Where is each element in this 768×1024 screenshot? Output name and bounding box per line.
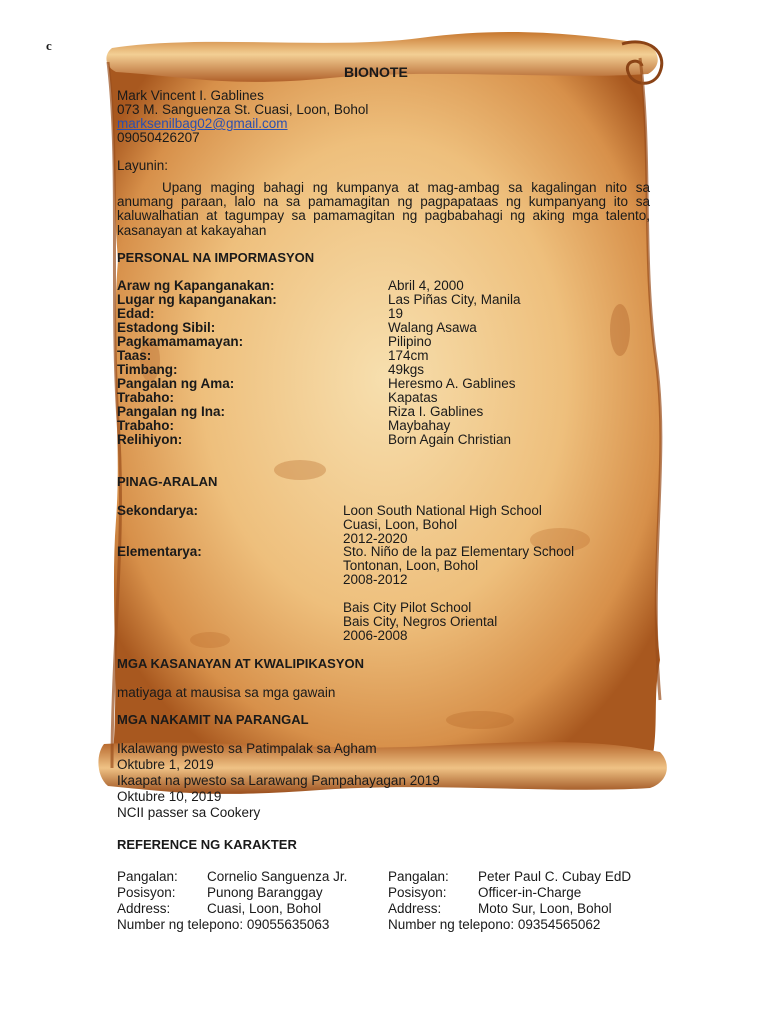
objective-paragraph: Upang maging bahagi ng kumpanya at mag-ambag sa kagalingan nito sa anumang paraan, lalo na sa pamamagitan ng pagpapataas ng kumpanyang ito sa kaluwalhatian at tagumpay sa pamamagitan ng pagbabahagi ng aking mga talento, kasanayan at kakayahan <box>117 180 650 238</box>
contact-address: 073 M. Sanguenza St. Cuasi, Loon, Bohol <box>117 102 369 117</box>
ref-left-name-label: Pangalan: <box>117 869 178 884</box>
award-line: NCII passer sa Cookery <box>117 805 261 820</box>
references-heading: REFERENCE NG KARAKTER <box>117 837 297 852</box>
award-line: Ikaapat na pwesto sa Larawang Pampahayagan 2019 <box>117 773 440 788</box>
personal-label: Relihiyon: <box>117 432 183 447</box>
personal-value: 19 <box>388 306 404 321</box>
personal-value: Pilipino <box>388 334 432 349</box>
ref-left-name: Cornelio Sanguenza Jr. <box>207 869 348 884</box>
elementary-label: Elementarya: <box>117 544 202 559</box>
secondary-location: Cuasi, Loon, Bohol <box>343 517 458 532</box>
ref-left-address-label: Address: <box>117 901 171 916</box>
personal-label: Pangalan ng Ama: <box>117 376 235 391</box>
personal-label: Pangalan ng Ina: <box>117 404 226 419</box>
ref-right-address: Moto Sur, Loon, Bohol <box>478 901 612 916</box>
personal-value: Walang Asawa <box>388 320 477 335</box>
award-line: Ikalawang pwesto sa Patimpalak sa Agham <box>117 741 377 756</box>
awards-heading: MGA NAKAMIT NA PARANGAL <box>117 712 309 727</box>
ref-left-phone: Number ng telepono: 09055635063 <box>117 917 330 932</box>
page-title: BIONOTE <box>344 64 408 80</box>
secondary-school: Loon South National High School <box>343 503 542 518</box>
personal-label: Lugar ng kapanganakan: <box>117 292 277 307</box>
personal-label: Araw ng Kapanganakan: <box>117 278 275 293</box>
ref-left-address: Cuasi, Loon, Bohol <box>207 901 322 916</box>
elementary-location: Tontonan, Loon, Bohol <box>343 558 479 573</box>
skills-heading: MGA KASANAYAN AT KWALIPIKASYON <box>117 656 365 671</box>
personal-label: Taas: <box>117 348 152 363</box>
personal-label: Trabaho: <box>117 390 175 405</box>
personal-value: 49kgs <box>388 362 425 377</box>
personal-value: Maybahay <box>388 418 451 433</box>
personal-value: Kapatas <box>388 390 438 405</box>
personal-label: Edad: <box>117 306 155 321</box>
contact-phone: 09050426207 <box>117 130 200 145</box>
ref-left-position-label: Posisyon: <box>117 885 176 900</box>
personal-label: Estadong Sibil: <box>117 320 216 335</box>
ref-right-position-label: Posisyon: <box>388 885 447 900</box>
personal-label: Pagkamamamayan: <box>117 334 244 349</box>
award-line: Oktubre 10, 2019 <box>117 789 222 804</box>
contact-email-link[interactable]: marksenilbag02@gmail.com <box>117 116 288 131</box>
personal-value: Las Piñas City, Manila <box>388 292 521 307</box>
personal-value: Riza I. Gablines <box>388 404 484 419</box>
personal-value: 174cm <box>388 348 429 363</box>
contact-name: Mark Vincent I. Gablines <box>117 88 264 103</box>
corner-mark: c <box>46 38 52 53</box>
elementary-years: 2006-2008 <box>343 628 408 643</box>
ref-right-name: Peter Paul C. Cubay EdD <box>478 869 632 884</box>
ref-right-name-label: Pangalan: <box>388 869 449 884</box>
personal-info-heading: PERSONAL NA IMPORMASYON <box>117 250 315 265</box>
secondary-label: Sekondarya: <box>117 503 199 518</box>
secondary-years: 2012-2020 <box>343 531 408 546</box>
elementary-school: Bais City Pilot School <box>343 600 472 615</box>
objective-label: Layunin: <box>117 158 169 173</box>
personal-label: Trabaho: <box>117 418 175 433</box>
ref-right-address-label: Address: <box>388 901 442 916</box>
personal-label: Timbang: <box>117 362 178 377</box>
skills-text: matiyaga at mausisa sa mga gawain <box>117 685 336 700</box>
personal-value: Abril 4, 2000 <box>388 278 464 293</box>
personal-value: Heresmo A. Gablines <box>388 376 516 391</box>
personal-value: Born Again Christian <box>388 432 512 447</box>
elementary-location: Bais City, Negros Oriental <box>343 614 498 629</box>
ref-right-position: Officer-in-Charge <box>478 885 582 900</box>
elementary-school: Sto. Niño de la paz Elementary School <box>343 544 575 559</box>
award-line: Oktubre 1, 2019 <box>117 757 214 772</box>
education-heading: PINAG-ARALAN <box>117 474 218 489</box>
ref-right-phone: Number ng telepono: 09354565062 <box>388 917 601 932</box>
ref-left-position: Punong Baranggay <box>207 885 323 900</box>
elementary-years: 2008-2012 <box>343 572 408 587</box>
